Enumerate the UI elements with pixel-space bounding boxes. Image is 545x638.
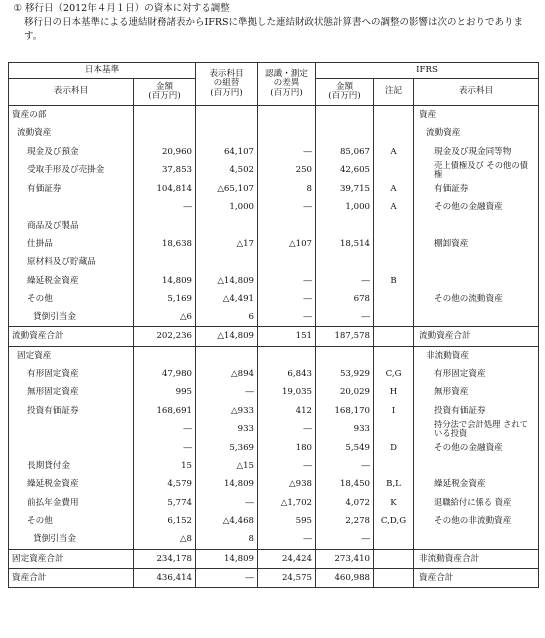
- table-row: [9, 216, 539, 234]
- ifrs-row-label: [414, 271, 539, 289]
- row-label: 繰延税金資産: [9, 271, 134, 289]
- note-ref: [374, 290, 414, 308]
- ifrs-row-label: 流動資産合計: [414, 327, 539, 346]
- remeasure-amount: △107: [258, 235, 316, 253]
- section-number: ①: [13, 3, 22, 14]
- remeasure-amount: 250: [258, 161, 316, 180]
- reclass-amount: 6: [196, 308, 258, 327]
- ifrs-amount: 2,278: [316, 512, 374, 530]
- table-row: [9, 124, 539, 142]
- reclass-amount: △14,809: [196, 327, 258, 346]
- ifrs-row-label: [414, 253, 539, 271]
- jgaap-label-header: 表示科目: [9, 79, 134, 106]
- jgaap-amount: 14,809: [134, 271, 196, 289]
- remeasure-amount: △938: [258, 475, 316, 493]
- ifrs-amount-header-text: 金額 (百万円): [328, 81, 361, 101]
- row-label: 資産の部: [9, 106, 134, 125]
- note-ref: [374, 308, 414, 327]
- ifrs-amount: 85,067: [316, 143, 374, 161]
- ifrs-amount: [316, 216, 374, 234]
- remeasure-amount: ―: [258, 290, 316, 308]
- remeasure-amount: [258, 346, 316, 365]
- reclass-amount: ―: [196, 383, 258, 401]
- reclass-amount: 4,502: [196, 161, 258, 180]
- remeasure-amount: 151: [258, 327, 316, 346]
- table-row: [9, 549, 539, 568]
- ifrs-row-label: 繰延税金資産: [414, 475, 539, 493]
- remeasure-amount: [258, 216, 316, 234]
- note-ref: C,D,G: [374, 512, 414, 530]
- note-ref: [374, 106, 414, 125]
- row-label: 有形固定資産: [9, 365, 134, 383]
- note-ref: C,G: [374, 365, 414, 383]
- remeasure-amount: 412: [258, 401, 316, 419]
- row-label: [9, 439, 134, 457]
- row-label: 無形固定資産: [9, 383, 134, 401]
- note-ref: A: [374, 198, 414, 216]
- ifrs-row-label: 無形資産: [414, 383, 539, 401]
- table-row: [9, 530, 539, 549]
- jgaap-amount: 15: [134, 457, 196, 475]
- row-label: 流動資産: [9, 124, 134, 142]
- jgaap-amount: 234,178: [134, 549, 196, 568]
- jgaap-amount: 202,236: [134, 327, 196, 346]
- table-row: [9, 106, 539, 125]
- remeasure-amount: [258, 253, 316, 271]
- jgaap-amount: 168,691: [134, 401, 196, 419]
- jgaap-amount: [134, 253, 196, 271]
- ifrs-amount: 4,072: [316, 494, 374, 512]
- remeasure-amount: [258, 124, 316, 142]
- ifrs-row-label: 資産: [414, 106, 539, 125]
- row-label: 原材料及び貯蔵品: [9, 253, 134, 271]
- ifrs-amount: ―: [316, 308, 374, 327]
- note-ref: [374, 253, 414, 271]
- jgaap-amount-header: [134, 79, 196, 106]
- ifrs-label-header: 表示科目: [414, 79, 539, 106]
- row-label: その他: [9, 512, 134, 530]
- remeasure-amount: ―: [258, 198, 316, 216]
- row-label: 前払年金費用: [9, 494, 134, 512]
- jgaap-amount: 5,169: [134, 290, 196, 308]
- table-row: [9, 346, 539, 365]
- ifrs-amount: [316, 106, 374, 125]
- remeasure-amount: ―: [258, 271, 316, 289]
- table-row: [9, 290, 539, 308]
- remeasure-amount: 24,575: [258, 568, 316, 587]
- ifrs-amount: 42,605: [316, 161, 374, 180]
- reclass-amount: 1,000: [196, 198, 258, 216]
- remeasure-amount: ―: [258, 530, 316, 549]
- table-row: [9, 143, 539, 161]
- jgaap-amount: 104,814: [134, 180, 196, 198]
- reclass-amount: 933: [196, 420, 258, 439]
- ifrs-row-label: 流動資産: [414, 124, 539, 142]
- ifrs-row-label: [414, 308, 539, 327]
- note-ref: [374, 420, 414, 439]
- table-row: [9, 568, 539, 587]
- jgaap-amount: [134, 106, 196, 125]
- jgaap-amount: 6,152: [134, 512, 196, 530]
- remeasure-amount: 6,843: [258, 365, 316, 383]
- table-row: [9, 253, 539, 271]
- note-ref: D: [374, 439, 414, 457]
- section-title: 移行日（2012年４月１日）の資本に対する調整: [25, 3, 230, 14]
- ifrs-row-label: 棚卸資産: [414, 235, 539, 253]
- note-ref: I: [374, 401, 414, 419]
- reclass-header-text: 表示科目 の組替 (百万円): [209, 68, 244, 98]
- ifrs-amount: 460,988: [316, 568, 374, 587]
- reclass-amount: △14,809: [196, 271, 258, 289]
- ifrs-row-label: 非流動資産: [414, 346, 539, 365]
- note-ref: [374, 346, 414, 365]
- row-label: 貸倒引当金: [9, 308, 134, 327]
- ifrs-amount: 5,549: [316, 439, 374, 457]
- reclass-amount: 5,369: [196, 439, 258, 457]
- reconciliation-table: [8, 62, 539, 588]
- note-ref: [374, 327, 414, 346]
- remeasure-amount: 595: [258, 512, 316, 530]
- jgaap-amount: 20,960: [134, 143, 196, 161]
- jgaap-amount: ―: [134, 198, 196, 216]
- reclass-amount: △933: [196, 401, 258, 419]
- remeasure-amount: ―: [258, 420, 316, 439]
- note-ref: [374, 457, 414, 475]
- row-label: 仕掛品: [9, 235, 134, 253]
- table-row: [9, 271, 539, 289]
- row-label: 繰延税金資産: [9, 475, 134, 493]
- jgaap-amount-header-text: 金額 (百万円): [148, 81, 181, 101]
- ifrs-row-label: [414, 457, 539, 475]
- table-row: [9, 439, 539, 457]
- row-label: 投資有価証券: [9, 401, 134, 419]
- remeasure-header: [258, 63, 316, 106]
- note-ref: [374, 530, 414, 549]
- remeasure-amount: 19,035: [258, 383, 316, 401]
- reclass-amount: [196, 124, 258, 142]
- ifrs-amount: 20,029: [316, 383, 374, 401]
- row-label: 資産合計: [9, 568, 134, 587]
- row-label: 固定資産合計: [9, 549, 134, 568]
- note-ref: [374, 124, 414, 142]
- ifrs-amount: 53,929: [316, 365, 374, 383]
- ifrs-amount: [316, 346, 374, 365]
- remeasure-amount: ―: [258, 143, 316, 161]
- remeasure-amount: 8: [258, 180, 316, 198]
- remeasure-amount: 180: [258, 439, 316, 457]
- reclass-amount: [196, 106, 258, 125]
- reclass-amount: [196, 253, 258, 271]
- ifrs-row-label: 持分法で会計処理 されている投資: [414, 420, 539, 439]
- reclass-amount: 14,809: [196, 475, 258, 493]
- reclass-amount: △65,107: [196, 180, 258, 198]
- row-label: その他: [9, 290, 134, 308]
- jgaap-amount: 436,414: [134, 568, 196, 587]
- ifrs-row-label: その他の流動資産: [414, 290, 539, 308]
- notes-header: 注記: [374, 79, 414, 106]
- reclass-amount: △894: [196, 365, 258, 383]
- row-label: 受取手形及び売掛金: [9, 161, 134, 180]
- ifrs-row-label: 非流動資産合計: [414, 549, 539, 568]
- ifrs-row-label: 売上債権及び その他の債権: [414, 161, 539, 180]
- ifrs-row-label: [414, 216, 539, 234]
- row-label: 現金及び預金: [9, 143, 134, 161]
- note-ref: [374, 235, 414, 253]
- remeasure-amount: ―: [258, 457, 316, 475]
- reclass-amount: [196, 216, 258, 234]
- ifrs-row-label: その他の金融資産: [414, 198, 539, 216]
- ifrs-amount: 168,170: [316, 401, 374, 419]
- table-row: [9, 161, 539, 180]
- table-row: [9, 494, 539, 512]
- ifrs-row-label: [414, 530, 539, 549]
- header-row-groups: [9, 63, 539, 79]
- ifrs-amount: 18,514: [316, 235, 374, 253]
- jgaap-amount: 37,853: [134, 161, 196, 180]
- ifrs-amount: ―: [316, 530, 374, 549]
- ifrs-row-label: 退職給付に係る 資産: [414, 494, 539, 512]
- jgaap-amount: 4,579: [134, 475, 196, 493]
- jgaap-amount: [134, 124, 196, 142]
- remeasure-amount: [258, 106, 316, 125]
- note-ref: [374, 216, 414, 234]
- remeasure-amount: 24,424: [258, 549, 316, 568]
- table-row: [9, 198, 539, 216]
- table-row: [9, 475, 539, 493]
- ifrs-row-label: 現金及び現金同等物: [414, 143, 539, 161]
- section-heading: [8, 2, 230, 16]
- ifrs-amount: 933: [316, 420, 374, 439]
- table-row: [9, 457, 539, 475]
- ifrs-row-label: 資産合計: [414, 568, 539, 587]
- remeasure-header-text: 認識・測定 の差異 (百万円): [265, 68, 308, 98]
- ifrs-amount: 39,715: [316, 180, 374, 198]
- reclass-header: [196, 63, 258, 106]
- table-row: [9, 383, 539, 401]
- table-row: [9, 365, 539, 383]
- jgaap-amount: △8: [134, 530, 196, 549]
- note-ref: [374, 549, 414, 568]
- ifrs-row-label: 投資有価証券: [414, 401, 539, 419]
- ifrs-row-label: その他の非流動資産: [414, 512, 539, 530]
- row-label: [9, 420, 134, 439]
- note-ref: B: [374, 271, 414, 289]
- reclass-amount: △17: [196, 235, 258, 253]
- ifrs-amount: 1,000: [316, 198, 374, 216]
- note-ref: [374, 568, 414, 587]
- table-row: [9, 420, 539, 439]
- jgaap-amount: ―: [134, 439, 196, 457]
- row-label: 固定資産: [9, 346, 134, 365]
- note-ref: [374, 161, 414, 180]
- row-label: 流動資産合計: [9, 327, 134, 346]
- ifrs-amount: ―: [316, 457, 374, 475]
- ifrs-amount: 18,450: [316, 475, 374, 493]
- ifrs-amount: 678: [316, 290, 374, 308]
- row-label: 有価証券: [9, 180, 134, 198]
- ifrs-amount: 273,410: [316, 549, 374, 568]
- jgaap-amount: 5,774: [134, 494, 196, 512]
- reclass-amount: ―: [196, 568, 258, 587]
- row-label: 長期貸付金: [9, 457, 134, 475]
- reclass-amount: 64,107: [196, 143, 258, 161]
- note-ref: K: [374, 494, 414, 512]
- ifrs-row-label: 有形固定資産: [414, 365, 539, 383]
- ifrs-group-header: IFRS: [316, 63, 539, 79]
- reclass-amount: ―: [196, 494, 258, 512]
- note-ref: A: [374, 180, 414, 198]
- jgaap-amount: 47,980: [134, 365, 196, 383]
- ifrs-amount: [316, 253, 374, 271]
- jgaap-amount: ―: [134, 420, 196, 439]
- ifrs-row-label: 有価証券: [414, 180, 539, 198]
- row-label: [9, 198, 134, 216]
- reclass-amount: 14,809: [196, 549, 258, 568]
- ifrs-row-label: その他の金融資産: [414, 439, 539, 457]
- jgaap-amount: 18,638: [134, 235, 196, 253]
- table-row: [9, 235, 539, 253]
- jgaap-amount: △6: [134, 308, 196, 327]
- ifrs-amount: ―: [316, 271, 374, 289]
- table-row: [9, 180, 539, 198]
- note-ref: A: [374, 143, 414, 161]
- reclass-amount: △4,491: [196, 290, 258, 308]
- intro-paragraph: 移行日の日本基準による連結財務諸表からIFRSに準拠した連結財政状態計算書への調整の影響は次のとおりであります。: [24, 17, 524, 42]
- ifrs-amount: 187,578: [316, 327, 374, 346]
- ifrs-amount-header: [316, 79, 374, 106]
- jgaap-amount: [134, 216, 196, 234]
- ifrs-amount: [316, 124, 374, 142]
- table-row: [9, 327, 539, 346]
- reclass-amount: [196, 346, 258, 365]
- note-ref: B,L: [374, 475, 414, 493]
- table-row: [9, 308, 539, 327]
- note-ref: H: [374, 383, 414, 401]
- reclass-amount: 8: [196, 530, 258, 549]
- row-label: 貸倒引当金: [9, 530, 134, 549]
- jgaap-amount: 995: [134, 383, 196, 401]
- row-label: 商品及び製品: [9, 216, 134, 234]
- remeasure-amount: △1,702: [258, 494, 316, 512]
- remeasure-amount: ―: [258, 308, 316, 327]
- jgaap-amount: [134, 346, 196, 365]
- reclass-amount: △4,468: [196, 512, 258, 530]
- table-row: [9, 512, 539, 530]
- table-row: [9, 401, 539, 419]
- reclass-amount: △15: [196, 457, 258, 475]
- jgaap-group-header: 日本基準: [9, 63, 196, 79]
